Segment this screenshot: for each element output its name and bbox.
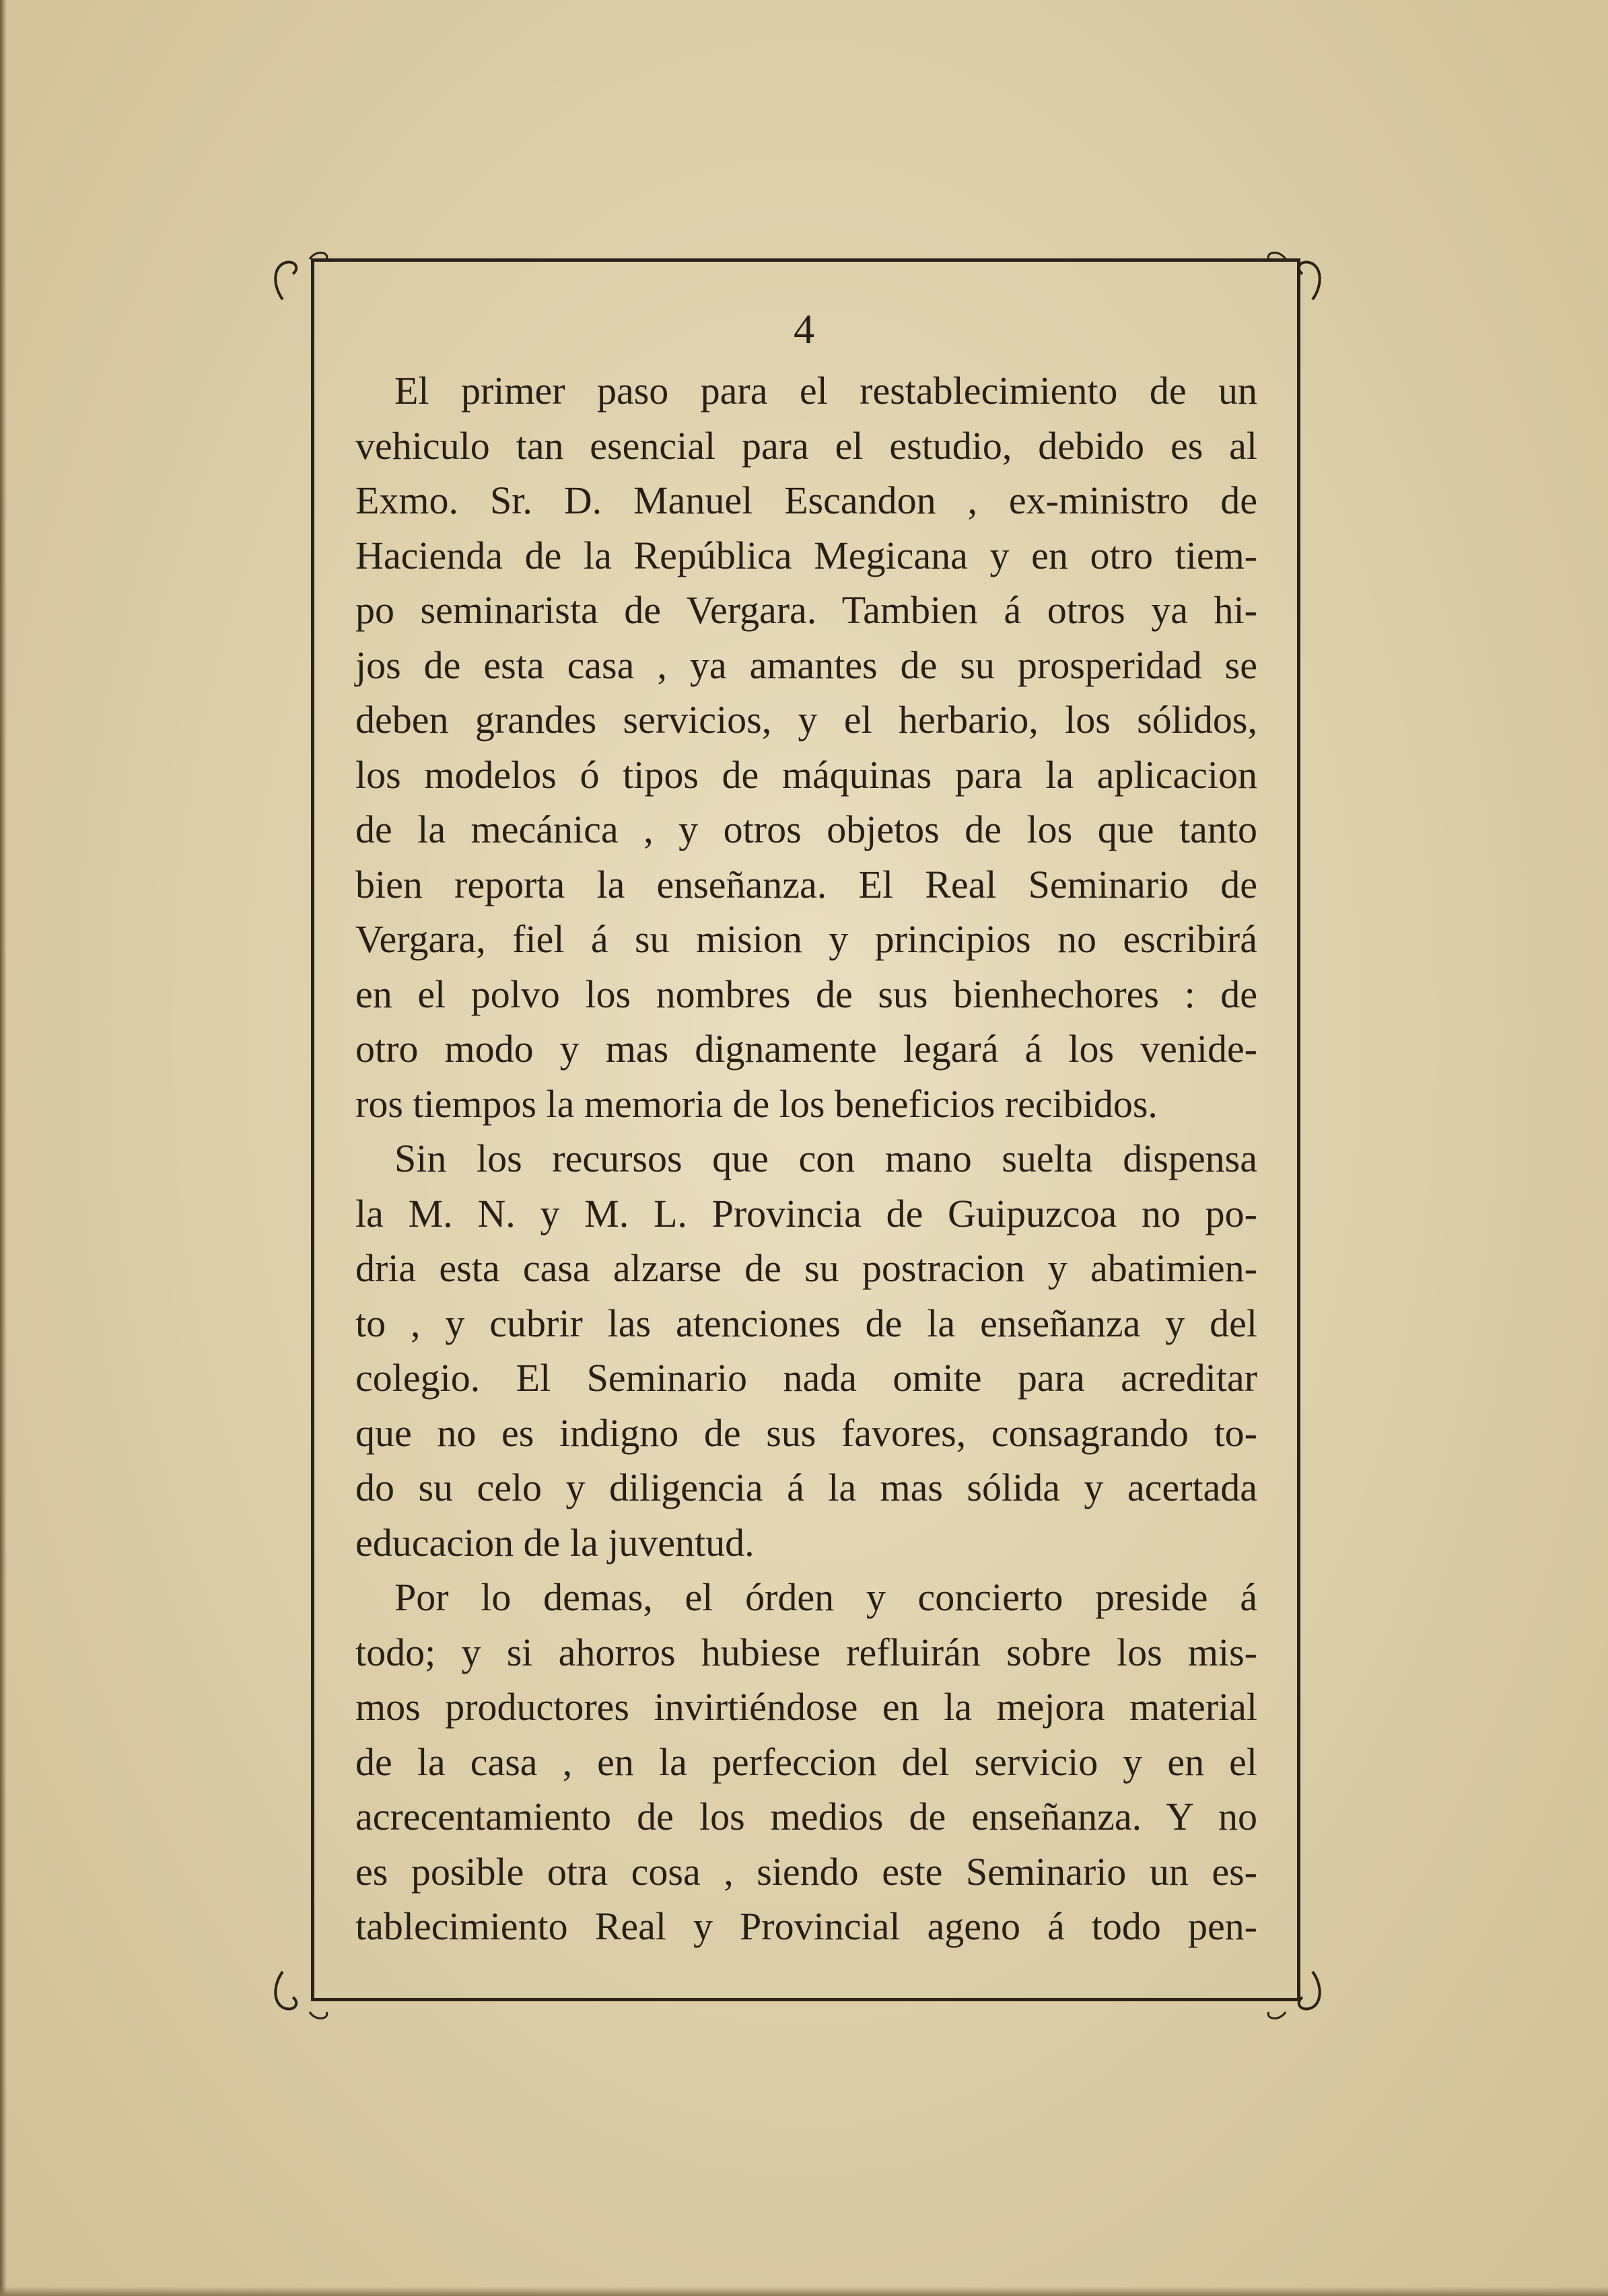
text-line: acrecentamiento de los medios de enseñanza. Y no [355, 1795, 1257, 1838]
text-line: Por lo demas, el órden y concierto preside á [394, 1575, 1257, 1619]
text-line: do su celo y diligencia á la mas sólida y acertada [355, 1466, 1257, 1509]
text-line: los modelos ó tipos de máquinas para la aplicacion [355, 752, 1257, 797]
text-line: El primer paso para el restablecimiento de un [394, 369, 1257, 412]
corner-flourish-bottom-left-icon [269, 1958, 330, 2039]
page-number: 4 [794, 307, 814, 353]
text-line: jos de esta casa , ya amantes de su prosperidad se [355, 643, 1257, 687]
text-line: que no es indigno de sus favores, consagrando to- [355, 1410, 1257, 1455]
text-line: to , y cubrir las atenciones de la enseñanza y del [355, 1301, 1257, 1345]
text-line: Vergara, fiel á su mision y principios no escribirá [355, 917, 1257, 961]
text-line: otro modo y mas dignamente legará á los venide- [355, 1027, 1257, 1071]
text-line: Sin los recursos que con mano suelta dispensa [394, 1137, 1257, 1180]
body-text [355, 363, 1257, 1954]
text-line: dria esta casa alzarse de su postracion y abatimien- [355, 1246, 1257, 1290]
text-line: tablecimiento Real y Provincial ageno á todo pen- [355, 1904, 1257, 1948]
text-line: de la mecánica , y otros objetos de los que tanto [355, 808, 1257, 851]
text-line: po seminarista de Vergara. Tambien á otros ya hi- [355, 588, 1257, 632]
text-line: bien reporta la enseñanza. El Real Seminario de [355, 862, 1257, 906]
text-line: educacion de la juventud. [355, 1520, 755, 1565]
text-line: colegio. El Seminario nada omite para acreditar [355, 1356, 1257, 1400]
text-line: de la casa , en la perfeccion del servicio y en el [355, 1739, 1257, 1784]
text-line: todo; y si ahorros hubiese refluirán sobre los mis- [355, 1630, 1257, 1674]
page-bottom-edge [0, 2287, 1608, 2296]
text-line: Exmo. Sr. D. Manuel Escandon , ex-ministro de [355, 478, 1257, 522]
text-line: deben grandes servicios, y el herbario, los sólidos, [355, 698, 1257, 742]
text-line: la M. N. y M. L. Provincia de Guipuzcoa no po- [355, 1191, 1257, 1235]
text-line: Hacienda de la República Megicana y en otro tiem- [355, 533, 1257, 577]
text-line: mos productores invirtiéndose en la mejora material [355, 1685, 1257, 1729]
text-line: vehiculo tan esencial para el estudio, debido es al [355, 423, 1257, 468]
text-line: ros tiempos la memoria de los beneficios recibidos. [355, 1081, 1158, 1126]
text-line: es posible otra cosa , siendo este Seminario un es- [355, 1849, 1257, 1894]
corner-flourish-bottom-right-icon [1265, 1958, 1326, 2039]
corner-flourish-top-right-icon [1265, 232, 1326, 313]
text-line: en el polvo los nombres de sus bienhechores : de [355, 972, 1257, 1016]
corner-flourish-top-left-icon [269, 232, 330, 313]
